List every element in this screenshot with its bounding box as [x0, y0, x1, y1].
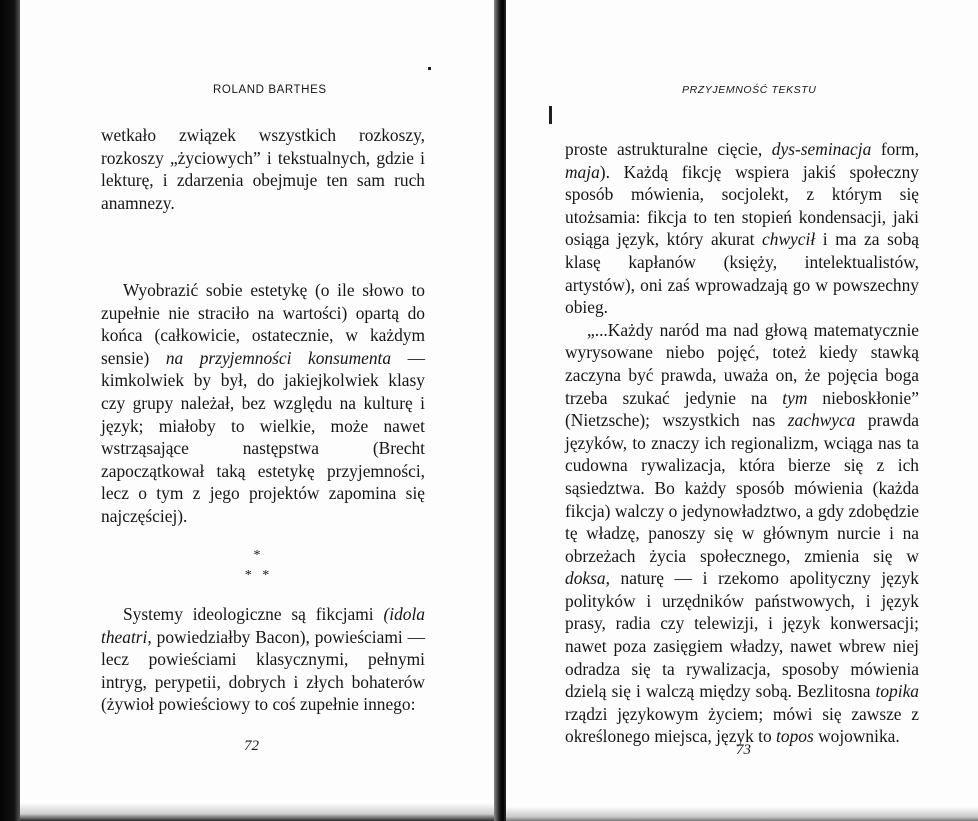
asterism-top: *: [253, 548, 261, 563]
ink-speck: [428, 67, 431, 70]
asterism-bottom: * *: [244, 568, 270, 583]
page-bottom-shadow: [506, 807, 978, 821]
book-left-edge-shadow: [0, 0, 20, 821]
italic-run: chwycił: [762, 229, 816, 250]
left-paragraph-3: [101, 603, 425, 716]
right-page-number: 73: [736, 742, 751, 758]
italic-run: dys-seminacja: [771, 139, 872, 159]
text-run: prawda języków, to znaczy ich regionalizm, wciąga nas ta cudowna rywalizacja, która bierze się z ich sąsiedztwa. Bo każdy sposób mówienia (każda fikcja) walczy o jedynowładztwo, a gdy zdobędzie tę władzę, panoszy się w głównym nurcie i na obrzeżach życia społecznego, zmienia się w: [565, 410, 920, 566]
right-page: [506, 0, 978, 821]
text-run: „...Każdy naród ma nad głową matematycznie wyrysowane niebo pojęć, toteż kiedy stawką zaczyna być prawda, uważa on, że pojęcia boga trzeba szukać jedynie na: [565, 319, 919, 408]
text-run: i ma za sobą klasę kapłanów (księży, intelektualistów, artystów), oni zaś wprowadzają go w powszechny obieg.: [565, 229, 919, 318]
paragraph-text: [565, 138, 919, 319]
page-bottom-shadow: [20, 803, 500, 821]
text-run: ). Każdą fikcję wspiera jakiś społeczny sposób mówienia, socjolekt, z którym się utożsamia: fikcja to ten stopień kondensacji, jaki osiąga język, który akurat: [565, 161, 919, 250]
ink-mark: [549, 106, 552, 124]
left-page-number: 72: [244, 738, 259, 754]
right-running-head: PRZYJEMNOŚĆ TEKSTU: [682, 84, 817, 96]
italic-run: na przyjemności konsumenta: [165, 347, 392, 368]
italic-run: topika: [875, 681, 919, 702]
text-run: proste astrukturalne cięcie,: [565, 139, 772, 159]
paragraph-text: [101, 279, 425, 528]
right-body-text: [565, 138, 919, 748]
text-run: nieboskłonie” (Nietzsche); wszystkich nas: [565, 387, 919, 431]
text-run: Wyobrazić sobie estetykę (o ile słowo to zupełnie nie straciło na wartości) opartą do końca (całkowicie, ostatecznie, w każdym sensie): [101, 280, 425, 368]
italic-run: tym: [782, 387, 808, 408]
left-paragraph-1: [101, 124, 425, 214]
left-running-head: ROLAND BARTHES: [213, 84, 327, 96]
italic-run: topos: [776, 726, 814, 747]
text-run: wojownika.: [813, 726, 900, 747]
text-run: — kimkolwiek by był, do jakiejkolwiek klasy czy grupy należał, bez względu na kulturę i język; miałoby to wielkie, może nawet wstrząsające następstwa (Brecht zapoczątkował taką estetykę przyjemności, lecz o tym z jego projektów zapomina się najczęściej).: [101, 347, 425, 526]
italic-run: zachwyca: [787, 410, 856, 431]
paragraph-text: wetkało związek wszystkich rozkoszy, rozkoszy „życiowych” i tekstualnych, gdzie i lekturę, i zdarzenia obejmuje ten sam ruch anamnezy.: [101, 125, 425, 213]
text-run: rządzi językowym życiem; mówi się zawsze z określonego miejsca, język to: [565, 703, 919, 747]
text-run: form,: [871, 139, 919, 159]
left-paragraph-2: [101, 279, 425, 528]
text-run: powiedziałby Bacon), powieściami — lecz powieściami klasycznymi, pełnymi intryg, perypetii, dobrych i złych bohaterów (żywioł powieściowy to coś zupełnie innego:: [101, 626, 425, 715]
italic-run: doksa: [565, 568, 606, 589]
asterism-separator: [237, 546, 277, 586]
text-run: , naturę — i rzekomo apolityczny język polityków i urzędników państwowych, i język prasy, radia czy telewizji, i język konwersacji; nawet poza zasięgiem władzy, nawet wbrew niej odradza się ta rywalizacja, sposoby mówienia dzielą się i walczą między sobą. Bezlitosna: [565, 568, 919, 702]
italic-run: (idola theatri,: [101, 604, 425, 647]
paragraph-text: [565, 319, 919, 748]
paragraph-text: [101, 603, 425, 716]
italic-run: maja: [565, 161, 600, 182]
text-run: Systemy ideologiczne są fikcjami: [123, 604, 384, 624]
